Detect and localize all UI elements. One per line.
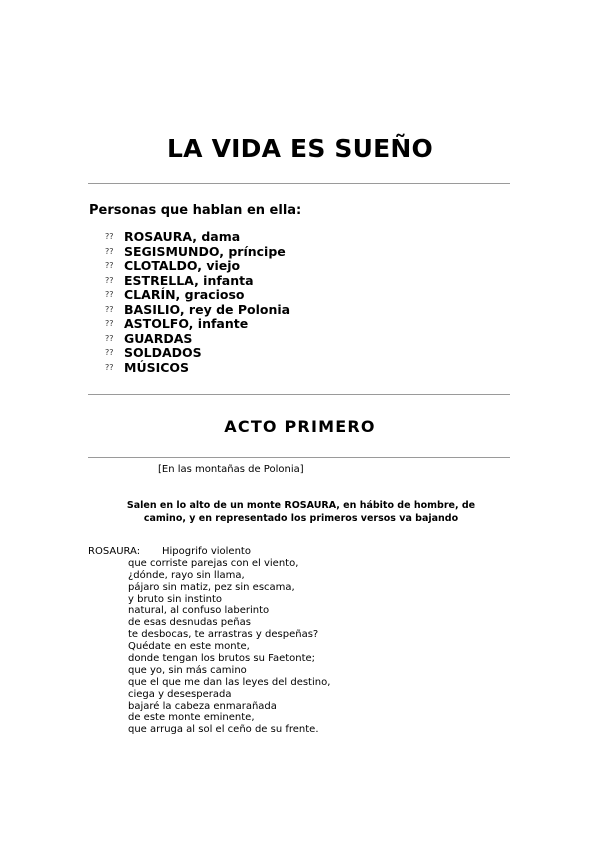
cast-item — [105, 361, 290, 376]
verse-line: donde tengan los brutos su Faetonte; — [128, 653, 316, 665]
bullet-icon: ?? — [105, 333, 114, 343]
cast-item — [105, 245, 290, 260]
verse-line: Quédate en este monte, — [128, 641, 250, 653]
verse-block — [128, 546, 330, 736]
verse-line: de este monte eminente, — [128, 712, 255, 724]
personas-heading: Personas que hablan en ella: — [89, 203, 302, 218]
bullet-icon: ?? — [105, 362, 114, 372]
verse-line: de esas desnudas peñas — [128, 617, 251, 629]
cast-item — [105, 259, 290, 274]
divider-middle — [88, 394, 510, 395]
cast-name: GUARDAS — [124, 330, 193, 346]
cast-name: CLOTALDO, viejo — [124, 258, 241, 273]
divider-top — [88, 183, 510, 184]
bullet-icon: ?? — [105, 275, 114, 285]
cast-name: ESTRELLA, infanta — [124, 272, 254, 288]
cast-list — [105, 230, 290, 375]
stage-direction-line: Salen en lo alto de un monte ROSAURA, en hábito de hombre, de — [126, 500, 476, 511]
divider-act — [88, 457, 510, 458]
bullet-icon: ?? — [105, 246, 114, 256]
speaker-name: ROSAURA: — [88, 546, 141, 557]
verse-line: que el que me dan las leyes del destino, — [128, 676, 331, 688]
verse-line: pájaro sin matiz, pez sin escama, — [128, 581, 295, 593]
bullet-icon: ?? — [105, 290, 114, 300]
cast-item — [105, 230, 290, 245]
location-note: [En las montañas de Polonia] — [158, 464, 304, 475]
cast-name: SOLDADOS — [124, 345, 202, 360]
bullet-icon: ?? — [105, 348, 114, 358]
act-title: ACTO PRIMERO — [224, 417, 376, 436]
bullet-icon: ?? — [105, 261, 114, 271]
stage-direction — [120, 499, 482, 525]
cast-name: ROSAURA, dama — [124, 229, 241, 244]
verse-line: y bruto sin instinto — [128, 593, 223, 605]
play-title: LA VIDA ES SUEÑO — [167, 134, 433, 163]
bullet-icon: ?? — [105, 319, 114, 329]
cast-name: SEGISMUNDO, príncipe — [124, 243, 286, 259]
verse-line: Hipogrifo violento — [162, 546, 251, 557]
cast-name: CLARÍN, gracioso — [124, 287, 245, 302]
bullet-icon: ?? — [105, 232, 114, 242]
verse-line: que arruga al sol el ceño de su frente. — [128, 724, 319, 736]
verse-line: que yo, sin más camino — [128, 664, 247, 676]
cast-name: BASILIO, rey de Polonia — [124, 301, 291, 317]
bullet-icon: ?? — [105, 304, 114, 314]
cast-item — [105, 303, 290, 318]
cast-item — [105, 346, 290, 361]
cast-item — [105, 317, 290, 332]
verse-line: ciega y desesperada — [128, 688, 232, 700]
stage-direction-line: camino, y en representado los primeros versos va bajando — [143, 513, 459, 524]
verse-line: bajaré la cabeza enmarañada — [128, 700, 277, 712]
cast-item — [105, 332, 290, 347]
verse-line: natural, al confuso laberinto — [128, 605, 270, 617]
cast-item — [105, 288, 290, 303]
verse-line: te desbocas, te arrastras y despeñas? — [128, 629, 319, 641]
cast-name: ASTOLFO, infante — [124, 316, 249, 331]
cast-item — [105, 274, 290, 289]
verse-line: ¿dónde, rayo sin llama, — [128, 569, 245, 581]
cast-name: MÚSICOS — [124, 359, 190, 375]
verse-line: que corriste parejas con el viento, — [128, 557, 299, 569]
